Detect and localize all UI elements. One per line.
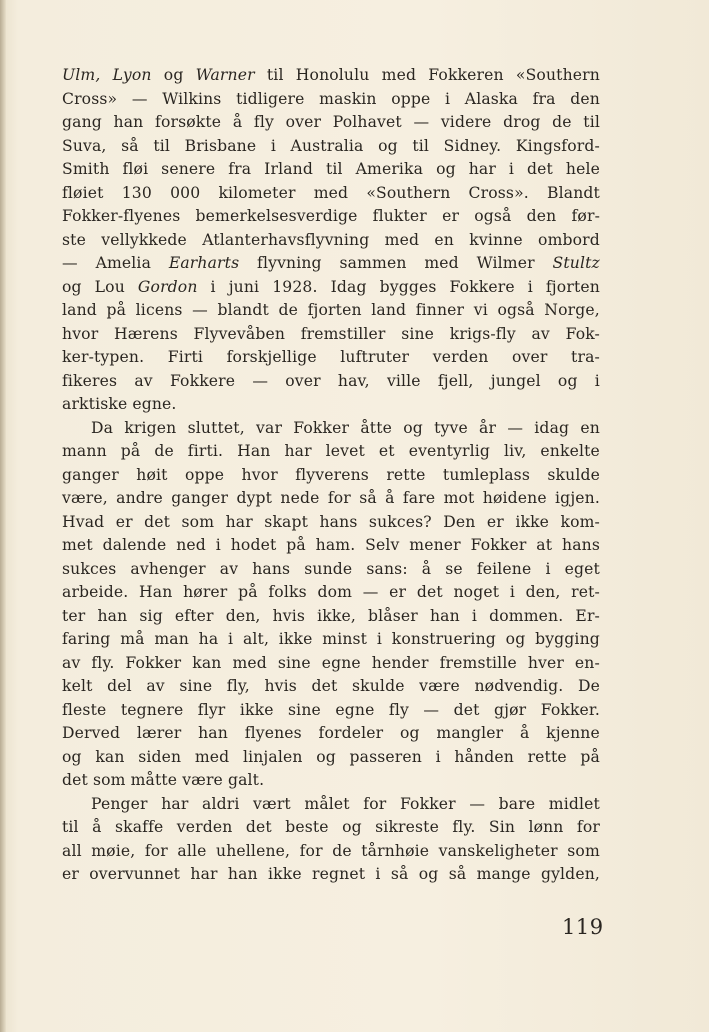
text-line: og kan siden med linjalen og passeren i hånden rette på: [62, 747, 600, 766]
body-text: [62, 64, 600, 887]
text-line: all møie, for alle uhellene, for de tårnhøie vanskeligheter som: [62, 841, 600, 860]
text-line: mann på de firti. Han har levet et eventyrlig liv, enkelte: [62, 442, 600, 460]
text-line: fikeres av Fokkere — over hav, ville fjell, jungel og i: [62, 371, 600, 390]
text-line: fleste tegnere flyr ikke sine egne fly — det gjør Fokker.: [62, 700, 600, 719]
text-line: met dalende ned i hodet på ham. Selv mener Fokker at hans: [62, 536, 600, 554]
text-line: og Lou Gordon i juni 1928. Idag bygges Fokkere i fjorten: [62, 277, 600, 296]
text-line: kelt del av sine fly, hvis det skulde være nødvendig. De: [62, 677, 600, 695]
page-number: 119: [562, 915, 604, 939]
text-line: Cross» — Wilkins tidligere maskin oppe i Alaska fra den: [62, 89, 600, 108]
text-line: land på licens — blandt de fjorten land finner vi også Norge,: [62, 301, 600, 319]
text-line: ker-typen. Firti forskjellige luftruter verden over tra-: [62, 348, 600, 366]
text-line: det som måtte være galt.: [62, 771, 265, 789]
text-line: arbeide. Han hører på folks dom — er det noget i den, ret-: [62, 583, 600, 601]
text-line: ter han sig efter den, hvis ikke, blåser han i dommen. Er-: [62, 606, 600, 625]
text-line: faring må man ha i alt, ikke minst i konstruering og bygging: [62, 630, 600, 648]
text-line: Ulm, Lyon og Warner til Honolulu med Fokkeren «Southern: [62, 66, 600, 84]
text-line: ganger høit oppe hvor flyverens rette tumleplass skulde: [62, 465, 600, 484]
text-line: gang han forsøkte å fly over Polhavet — videre drog de til: [62, 113, 600, 131]
text-line: til å skaffe verden det beste og sikreste fly. Sin lønn for: [62, 818, 600, 836]
page-binding-edge: [0, 0, 6, 1032]
text-line: hvor Hærens Flyvevåben fremstiller sine krigs-fly av Fok-: [62, 324, 600, 343]
text-line: sukces avhenger av hans sunde sans: å se feilene i eget: [62, 559, 600, 578]
text-line: Fokker-flyenes bemerkelsesverdige flukter er også den før-: [62, 207, 600, 225]
text-line: er overvunnet har han ikke regnet i så og så mange gylden,: [62, 865, 600, 883]
text-line: være, andre ganger dypt nede for så å fare mot høidene igjen.: [62, 489, 600, 507]
text-line: av fly. Fokker kan med sine egne hender fremstille hver en-: [62, 653, 600, 672]
text-line: Smith fløi senere fra Irland til Amerika og har i det hele: [62, 160, 600, 178]
text-line: fløiet 130 000 kilometer med «Southern Cross». Blandt: [62, 183, 600, 202]
text-line: Derved lærer han flyenes fordeler og mangler å kjenne: [62, 724, 600, 742]
text-line: Suva, så til Brisbane i Australia og til Sidney. Kingsford-: [62, 136, 600, 155]
text-line: arktiske egne.: [62, 395, 177, 413]
text-line: ste vellykkede Atlanterhavsflyvning med en kvinne ombord: [62, 230, 600, 249]
text-line: Hvad er det som har skapt hans sukces? Den er ikke kom-: [62, 512, 600, 531]
text-line: Penger har aldri vært målet for Fokker — bare midlet: [91, 794, 600, 813]
text-line: Da krigen sluttet, var Fokker åtte og tyve år — idag en: [91, 418, 600, 437]
text-line: — Amelia Earharts flyvning sammen med Wilmer Stultz: [62, 254, 600, 272]
